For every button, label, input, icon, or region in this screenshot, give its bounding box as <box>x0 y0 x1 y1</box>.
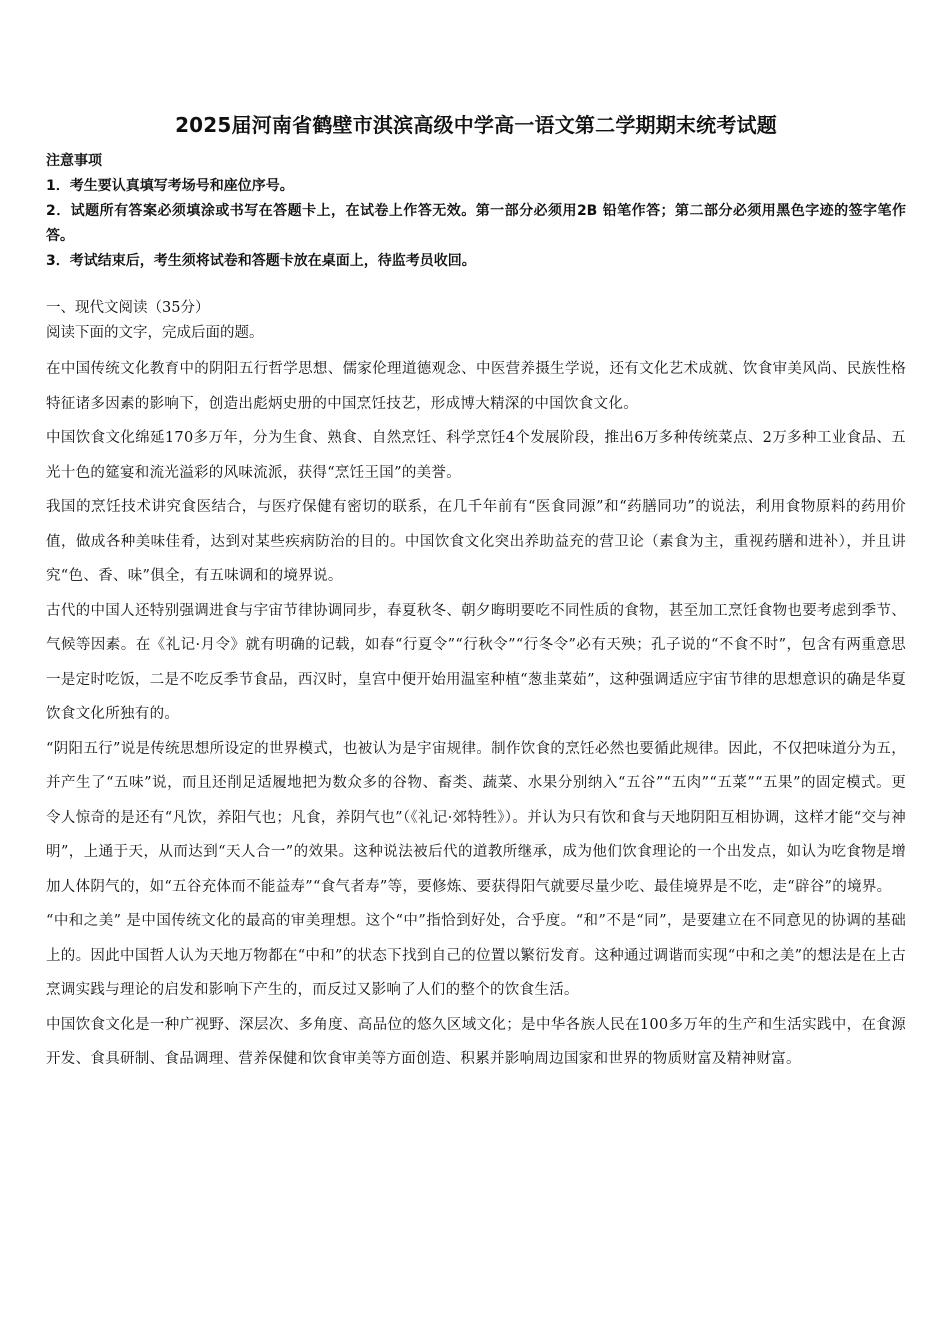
paragraph-5: “阴阳五行”说是传统思想所设定的世界模式，也被认为是宇宙规律。制作饮食的烹饪必然也要循此规律。因此，不仅把味道分为五，并产生了“五味”说，而且还削足适履地把为数众多的谷物、畜类、蔬菜、水果分别纳入“五谷”“五肉”“五菜”“五果”的固定模式。更令人惊奇的是还有“凡饮，养阳气也；凡食，养阴气也”（《礼记·郊特牲》）。并认为只有饮和食与天地阴阳互相协调，这样才能“交与神明”，上通于天，从而达到“天人合一”的效果。这种说法被后代的道教所继承，成为他们饮食理论的一个出发点，如认为吃食物是增加人体阴气的，如“五谷充体而不能益寿”“食气者寿”等，要修炼、要获得阳气就要尽量少吃、最佳境界是不吃，走“辟谷”的境界。 <box>46 740 906 895</box>
notice-item-1: 1．考生要认真填写考场号和座位序号。 <box>46 178 294 194</box>
paragraph-6: “中和之美” 是中国传统文化的最高的审美理想。这个“中”指恰到好处，合乎度。“和”不是“同”，是要建立在不同意见的协调的基础上的。因此中国哲人认为天地万物都在“中和”的状态下找到自己的位置以繁衍发育。这种通过调谐而实现“中和之美”的想法是在上古烹调实践与理论的启发和影响下产生的，而反过又影响了人们的整个的饮食生活。 <box>46 913 906 998</box>
section-intro: 阅读下面的文字，完成后面的题。 <box>46 325 264 341</box>
notice-heading: 注意事项 <box>46 153 102 169</box>
section-heading: 一、现代文阅读（35分） <box>46 300 210 316</box>
paragraph-7: 中国饮食文化是一种广视野、深层次、多角度、高品位的悠久区域文化；是中华各族人民在100多万年的生产和生活实践中，在食源开发、食具研制、食品调理、营养保健和饮食审美等方面创造、积累并影响周边国家和世界的物质财富及精神财富。 <box>46 1016 906 1067</box>
notice-list <box>46 174 906 274</box>
paragraph-1: 在中国传统文化教育中的阴阳五行哲学思想、儒家伦理道德观念、中医营养摄生学说，还有文化艺术成就、饮食审美风尚、民族性格特征诸多因素的影响下，创造出彪炳史册的中国烹饪技艺，形成博大精深的中国饮食文化。 <box>46 361 906 412</box>
notice-item-3: 3．考试结束后，考生须将试卷和答题卡放在桌面上，待监考员收回。 <box>46 253 476 269</box>
paragraph-3: 我国的烹饪技术讲究食医结合，与医疗保健有密切的联系，在几千年前有“医食同源”和“药膳同功”的说法，利用食物原料的药用价值，做成各种美味佳肴，达到对某些疾病防治的目的。中国饮食文化突出养助益充的营卫论（素食为主，重视药膳和进补），并且讲究“色、香、味”俱全，有五味调和的境界说。 <box>46 499 906 584</box>
paragraph-4: 古代的中国人还特别强调进食与宇宙节律协调同步，春夏秋冬、朝夕晦明要吃不同性质的食物，甚至加工烹饪食物也要考虑到季节、气候等因素。在《礼记·月令》就有明确的记载，如春“行夏令”“行秋令”“行冬令”必有天殃；孔子说的“不食不时”，包含有两重意思一是定时吃饭，二是不吃反季节食品，西汉时，皇宫中便开始用温室种植“葱韭菜茹”，这种强调适应宇宙节律的思想意识的确是华夏饮食文化所独有的。 <box>46 602 906 722</box>
notice-item-2: 2．试题所有答案必须填涂或书写在答题卡上，在试卷上作答无效。第一部分必须用2B 铅笔作答；第二部分必须用黑色字迹的签字笔作答。 <box>46 203 906 244</box>
notice-block <box>46 149 906 274</box>
page-title: 2025届河南省鹤壁市淇滨高级中学高一语文第二学期期末统考试题 <box>175 113 777 137</box>
reading-section <box>46 296 906 1077</box>
paragraph-2: 中国饮食文化绵延170多万年，分为生食、熟食、自然烹饪、科学烹饪4个发展阶段，推出6万多种传统菜点、2万多种工业食品、五光十色的筵宴和流光溢彩的风味流派，获得“烹饪王国”的美誉。 <box>46 430 906 481</box>
